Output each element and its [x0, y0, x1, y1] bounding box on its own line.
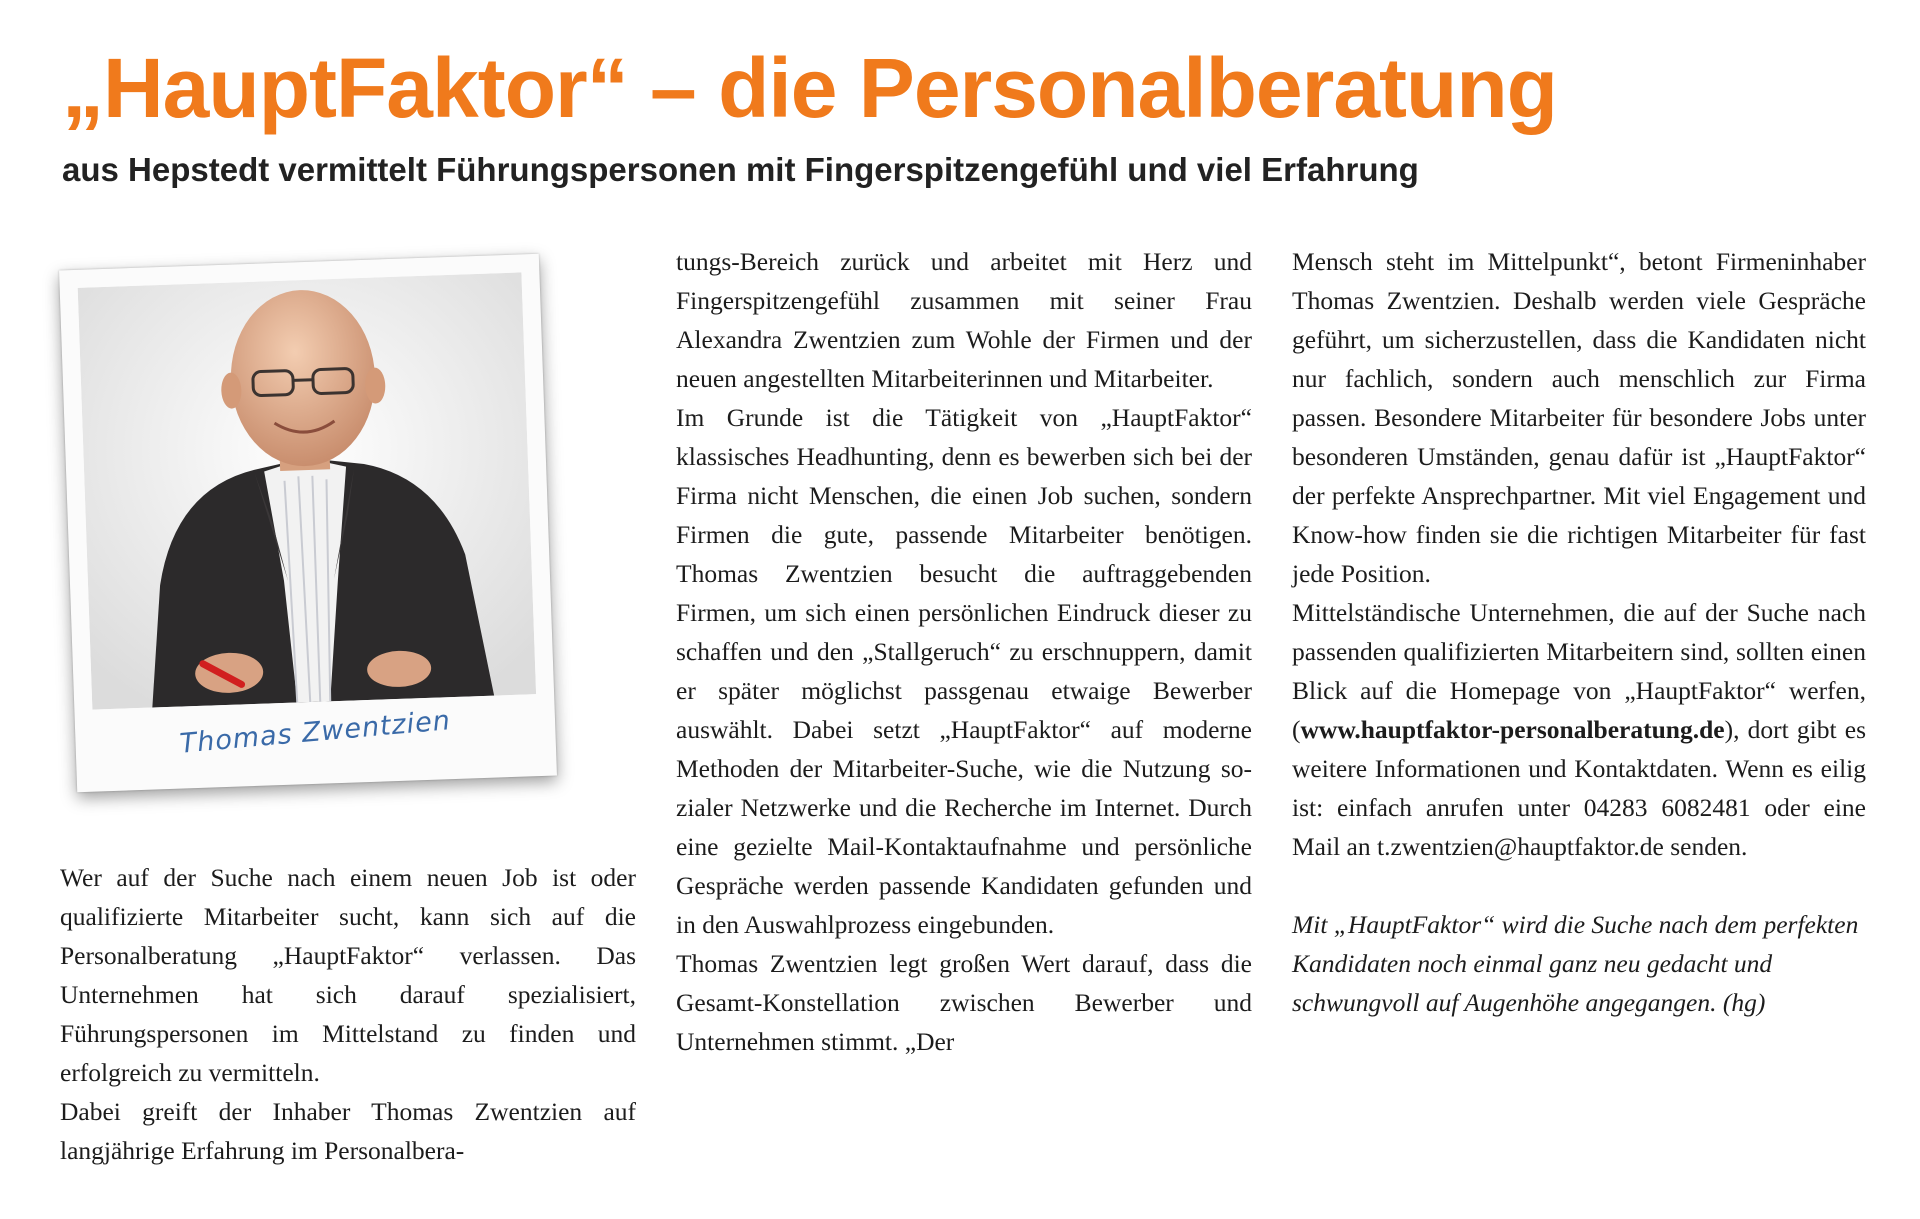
website-link[interactable]: www.hauptfaktor-personalberatung.de [1300, 715, 1725, 744]
paragraph: Dabei greift der Inhaber Thomas Zwentzien auf langjährige Erfahrung im Personalbera- [60, 1097, 636, 1165]
paragraph: tungs-Bereich zurück und arbeitet mit Herz und Fingerspitzengefühl zusammen mit seiner Frau Alexandra Zwentzien zum Wohle der Firmen und der neuen angestellten Mitarbeiterinnen und Mitarbeiter. [676, 247, 1252, 393]
article-column-3 [1292, 242, 1866, 1022]
headline: „HauptFaktor“ – die Personalberatung [62, 41, 1557, 135]
subheadline: aus Hepstedt vermittelt Führungspersonen mit Fingerspitzengefühl und viel Erfahrung [62, 151, 1419, 188]
photo-caption: Thomas Zwentzien [178, 705, 453, 760]
paragraph: Thomas Zwentzien legt großen Wert darauf, dass die Gesamt-Konstellation zwischen Bewerber und Unternehmen stimmt. „Der [676, 949, 1252, 1056]
paragraph: Im Grunde ist die Tätigkeit von „HauptFaktor“ klassisches Headhunting, denn es bewerben sich bei der Firma nicht Menschen, die einen Job suchen, sondern Firmen die gute, passende Mitarbeiter benötigen. Thomas Zwentzien besucht die auftraggebenden Firmen, um sich einen persönlichen Eindruck dieser zu schaffen und den „Stallgeruch“ zu erschnuppern, damit er später möglichst passgenau etwaige Bewerber auswählt. Dabei setzt „HauptFaktor“ auf moderne Methoden der Mitarbeiter-Suche, wie die Nutzung sozialer Netzwerke und die Recherche im Internet. Durch eine gezielte Mail-Kontaktaufnahme und persönliche Gespräche werden passende Kandidaten gefunden und in den Auswahlprozess eingebunden. [676, 403, 1252, 939]
paragraph [1292, 593, 1866, 866]
paragraph-text: Mittelständische Unternehmen, die auf der Suche nach passenden qualifizierten Mitarbeitern sind, sollten einen Blick auf die Homepage von „HauptFaktor“ werfen, ( [1292, 598, 1866, 744]
article-column-2 [676, 242, 1252, 1061]
paragraph: Wer auf der Suche nach einem neuen Job ist oder qualifizierte Mitarbeiter sucht, kann sich auf die Personalberatung „HauptFaktor“ verlassen. Das Unternehmen hat sich darauf spezialisiert, Führungspersonen im Mittelstand zu finden und erfolgreich zu vermitteln. [60, 863, 636, 1087]
paragraph-text: ), dort gibt es weitere Informationen und Kontaktdaten. Wenn es eilig ist: einfach anrufen unter 04283 6082481 oder eine Mail an t.zwentzien@hauptfaktor.de senden. [1292, 715, 1866, 861]
closing-paragraph: Mit „HauptFaktor“ wird die Suche nach dem perfekten Kandidaten noch einmal ganz neu gedacht und schwungvoll auf Augenhöhe angegangen. (hg) [1292, 910, 1859, 1017]
portrait-photo [78, 272, 536, 709]
article-column-1 [60, 858, 636, 1170]
paragraph: Mensch steht im Mittelpunkt“, betont Firmeninhaber Thomas Zwentzien. Deshalb werden viele Gespräche geführt, um sicherzustellen, dass die Kandidaten nicht nur fachlich, sondern auch menschlich zur Firma passen. Besondere Mitarbeiter für besondere Jobs unter besonderen Umständen, genau dafür ist „HauptFaktor“ der perfekte Ansprechpartner. Mit viel Engagement und Know-how finden sie die richtigen Mitarbeiter für fast jede Position. [1292, 247, 1866, 588]
portrait-photo-frame [59, 254, 557, 792]
